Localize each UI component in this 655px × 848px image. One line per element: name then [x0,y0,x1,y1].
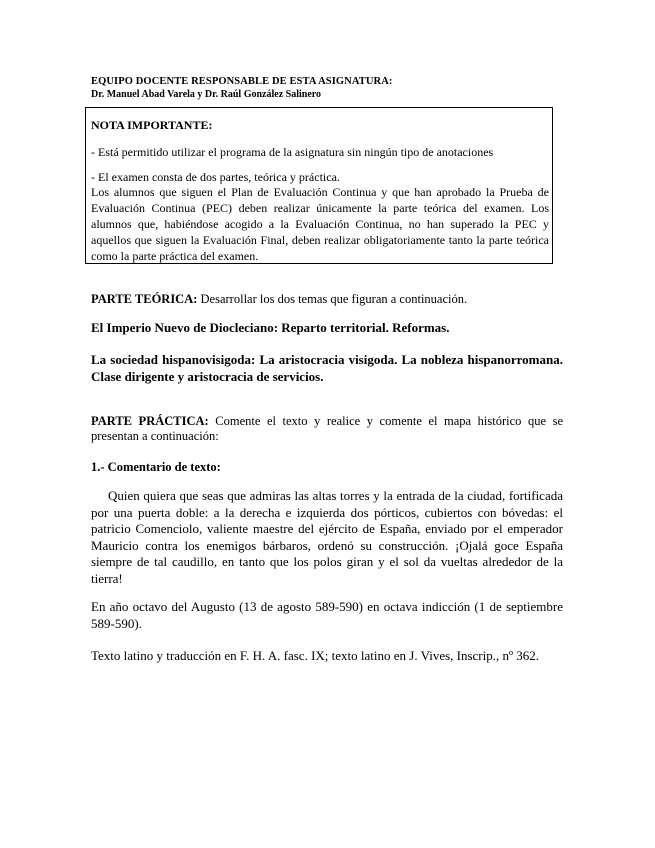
theory-section-heading [91,292,467,307]
commentary-text: Quien quiera que seas que admiras las altas torres y la entrada de la ciudad, fortificada por una puerta doble: a la derecha e izquierda dos pórticos, cubiertos con bóvedas: el patricio Comenciolo, valiente maestre del ejército de España, enviado por el emperador Mauricio contra los enemigos bárbaros, ordenó su construcción. ¡Ojalá goce España siempre de tal caudillo, en tanto que los polos giran y el sol da vueltas alrededor de la tierra! [91,488,563,586]
practice-label: PARTE PRÁCTICA: [91,414,209,428]
text-commentary-heading: 1.- Comentario de texto: [91,460,221,474]
theory-instruction: Desarrollar los dos temas que figuran a continuación. [197,292,468,306]
note-evaluation-paragraph: Los alumnos que siguen el Plan de Evaluación Continua y que han aprobado la Prueba de Evaluación Continua (PEC) deben realizar únicamente la parte teórica del examen. Los alumnos que, habiéndose acogido a la Evaluación Continua, no han superado la PEC y aquellos que siguen la Evaluación Final, deben realizar obligatoriamente tanto la parte teórica como la parte práctica del examen. [91,185,549,263]
note-exam-parts: - El examen consta de dos partes, teórica y práctica. [91,170,340,184]
team-heading: EQUIPO DOCENTE RESPONSABLE DE ESTA ASIGNATURA: [91,76,393,87]
note-program-rule: - Está permitido utilizar el programa de la asignatura sin ningún tipo de anotaciones [91,145,494,159]
commentary-date: En año octavo del Augusto (13 de agosto 589-590) en octava indicción (1 de septiembre 589-590). [91,599,563,631]
theory-topic-1: El Imperio Nuevo de Diocleciano: Reparto territorial. Reformas. [91,320,450,335]
practice-section-heading [91,414,563,444]
team-names: Dr. Manuel Abad Varela y Dr. Raúl González Salinero [91,89,322,100]
commentary-source: Texto latino y traducción en F. H. A. fasc. IX; texto latino en J. Vives, Inscrip., nº 362. [91,648,540,663]
note-title: NOTA IMPORTANTE: [91,118,213,132]
practice-instruction: Comente el texto y realice y comente el mapa histórico que se presentan a continuación: [91,414,563,443]
important-note-box [85,107,553,264]
theory-label: PARTE TEÓRICA: [91,292,198,306]
theory-topic-2: La sociedad hispanovisigoda: La aristocracia visigoda. La nobleza hispanorromana. Clase dirigente y aristocracia de servicios. [91,352,563,384]
